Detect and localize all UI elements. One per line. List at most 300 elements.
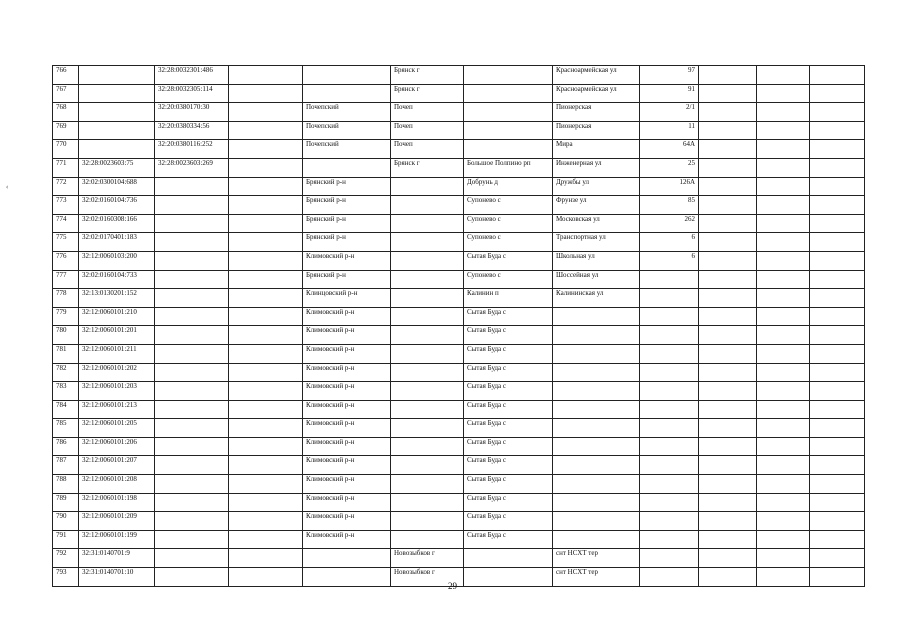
district-cell (303, 549, 391, 568)
street-cell: Шоссейная ул (553, 270, 640, 289)
column-10-cell (699, 307, 757, 326)
district-cell: Климовский р-н (303, 363, 391, 382)
row-number-cell: 778 (53, 289, 79, 308)
district-cell: Климовский р-н (303, 400, 391, 419)
column-11-cell (757, 84, 810, 103)
row-number-cell: 785 (53, 419, 79, 438)
cadastral-number-cell (79, 103, 155, 122)
house-number-cell: 85 (640, 196, 699, 215)
district-cell: Климовский р-н (303, 251, 391, 270)
city-cell (391, 233, 464, 252)
column-11-cell (757, 549, 810, 568)
column-12-cell (810, 363, 865, 382)
cadastral-number-2-cell: 32:28:0032301:486 (155, 66, 229, 85)
column-10-cell (699, 475, 757, 494)
locality-cell (464, 66, 553, 85)
house-number-cell: 64А (640, 140, 699, 159)
table-row (53, 103, 865, 122)
cadastral-number-cell: 32:02:0160104:733 (79, 270, 155, 289)
city-cell (391, 196, 464, 215)
district-cell: Брянский р-н (303, 196, 391, 215)
district-cell: Почепский (303, 103, 391, 122)
row-number-cell: 793 (53, 568, 79, 587)
street-cell (553, 456, 640, 475)
street-cell: снт НСХТ тер (553, 549, 640, 568)
row-number-cell: 784 (53, 400, 79, 419)
column-10-cell (699, 382, 757, 401)
cadastral-number-cell: 32:12:0060101:199 (79, 530, 155, 549)
column-4-cell (229, 196, 303, 215)
column-4-cell (229, 512, 303, 531)
cadastral-number-cell: 32:28:0023603:75 (79, 158, 155, 177)
column-12-cell (810, 121, 865, 140)
column-4-cell (229, 382, 303, 401)
cadastral-number-cell: 32:02:0170401:183 (79, 233, 155, 252)
table-row (53, 214, 865, 233)
column-4-cell (229, 270, 303, 289)
locality-cell: Супонево с (464, 233, 553, 252)
registry-body (53, 66, 865, 587)
district-cell: Брянский р-н (303, 214, 391, 233)
house-number-cell (640, 419, 699, 438)
cadastral-number-cell: 32:12:0060101:213 (79, 400, 155, 419)
table-row (53, 158, 865, 177)
locality-cell (464, 549, 553, 568)
street-cell: Мира (553, 140, 640, 159)
city-cell (391, 307, 464, 326)
column-12-cell (810, 158, 865, 177)
column-4-cell (229, 344, 303, 363)
column-11-cell (757, 493, 810, 512)
cadastral-number-cell: 32:02:0160308:166 (79, 214, 155, 233)
table-row (53, 475, 865, 494)
cadastral-number-2-cell (155, 419, 229, 438)
district-cell: Климовский р-н (303, 530, 391, 549)
cadastral-number-cell: 32:12:0060101:201 (79, 326, 155, 345)
column-10-cell (699, 493, 757, 512)
cadastral-number-2-cell (155, 177, 229, 196)
column-12-cell (810, 177, 865, 196)
street-cell: Школьная ул (553, 251, 640, 270)
street-cell: Фрунзе ул (553, 196, 640, 215)
row-number-cell: 771 (53, 158, 79, 177)
column-11-cell (757, 344, 810, 363)
table-row (53, 289, 865, 308)
street-cell: Московская ул (553, 214, 640, 233)
table-row (53, 456, 865, 475)
row-number-cell: 786 (53, 437, 79, 456)
district-cell: Климовский р-н (303, 493, 391, 512)
column-11-cell (757, 251, 810, 270)
margin-mark: ‹ (6, 183, 9, 191)
column-12-cell (810, 512, 865, 531)
row-number-cell: 781 (53, 344, 79, 363)
column-10-cell (699, 84, 757, 103)
row-number-cell: 775 (53, 233, 79, 252)
district-cell (303, 66, 391, 85)
column-11-cell (757, 140, 810, 159)
house-number-cell (640, 456, 699, 475)
cadastral-number-2-cell (155, 530, 229, 549)
cadastral-number-2-cell (155, 270, 229, 289)
column-10-cell (699, 344, 757, 363)
district-cell: Брянский р-н (303, 233, 391, 252)
district-cell: Климовский р-н (303, 344, 391, 363)
column-11-cell (757, 512, 810, 531)
house-number-cell: 2/1 (640, 103, 699, 122)
locality-cell (464, 84, 553, 103)
column-12-cell (810, 140, 865, 159)
cadastral-number-2-cell (155, 326, 229, 345)
cadastral-number-2-cell (155, 344, 229, 363)
cadastral-number-2-cell (155, 214, 229, 233)
cadastral-number-2-cell (155, 456, 229, 475)
cadastral-number-2-cell (155, 289, 229, 308)
column-11-cell (757, 475, 810, 494)
street-cell (553, 307, 640, 326)
column-12-cell (810, 549, 865, 568)
column-4-cell (229, 456, 303, 475)
table-row (53, 84, 865, 103)
city-cell (391, 437, 464, 456)
district-cell (303, 158, 391, 177)
table-row (53, 493, 865, 512)
table-row (53, 530, 865, 549)
column-11-cell (757, 363, 810, 382)
house-number-cell: 126А (640, 177, 699, 196)
column-12-cell (810, 344, 865, 363)
table-row (53, 177, 865, 196)
locality-cell: Сытая Буда с (464, 493, 553, 512)
column-4-cell (229, 363, 303, 382)
column-11-cell (757, 214, 810, 233)
cadastral-number-cell: 32:31:0140701:10 (79, 568, 155, 587)
row-number-cell: 783 (53, 382, 79, 401)
street-cell: Транспортная ул (553, 233, 640, 252)
locality-cell: Сытая Буда с (464, 400, 553, 419)
house-number-cell (640, 475, 699, 494)
row-number-cell: 767 (53, 84, 79, 103)
locality-cell (464, 140, 553, 159)
column-11-cell (757, 530, 810, 549)
table-row (53, 512, 865, 531)
city-cell: Почеп (391, 121, 464, 140)
column-12-cell (810, 456, 865, 475)
row-number-cell: 770 (53, 140, 79, 159)
column-11-cell (757, 233, 810, 252)
column-10-cell (699, 326, 757, 345)
city-cell: Новозыбков г (391, 549, 464, 568)
cadastral-number-cell: 32:31:0140701:9 (79, 549, 155, 568)
column-4-cell (229, 214, 303, 233)
column-12-cell (810, 530, 865, 549)
row-number-cell: 787 (53, 456, 79, 475)
house-number-cell (640, 289, 699, 308)
district-cell: Клинцовский р-н (303, 289, 391, 308)
cadastral-number-cell: 32:12:0060101:198 (79, 493, 155, 512)
locality-cell: Сытая Буда с (464, 437, 553, 456)
row-number-cell: 772 (53, 177, 79, 196)
column-4-cell (229, 326, 303, 345)
locality-cell: Сытая Буда с (464, 419, 553, 438)
table-row (53, 196, 865, 215)
cadastral-number-cell: 32:12:0060101:208 (79, 475, 155, 494)
district-cell: Климовский р-н (303, 419, 391, 438)
cadastral-number-2-cell: 32:20:0380116:252 (155, 140, 229, 159)
house-number-cell: 6 (640, 233, 699, 252)
cadastral-number-cell: 32:12:0060101:202 (79, 363, 155, 382)
cadastral-number-2-cell (155, 363, 229, 382)
column-4-cell (229, 289, 303, 308)
column-10-cell (699, 121, 757, 140)
house-number-cell: 262 (640, 214, 699, 233)
locality-cell: Сытая Буда с (464, 344, 553, 363)
city-cell: Почеп (391, 103, 464, 122)
column-10-cell (699, 103, 757, 122)
city-cell: Брянск г (391, 158, 464, 177)
street-cell (553, 475, 640, 494)
table-row (53, 121, 865, 140)
district-cell: Брянский р-н (303, 177, 391, 196)
column-4-cell (229, 493, 303, 512)
house-number-cell: 11 (640, 121, 699, 140)
city-cell: Почеп (391, 140, 464, 159)
street-cell: Пионерская (553, 103, 640, 122)
house-number-cell (640, 437, 699, 456)
cadastral-number-cell: 32:12:0060101:205 (79, 419, 155, 438)
column-10-cell (699, 140, 757, 159)
table-row (53, 326, 865, 345)
locality-cell: Сытая Буда с (464, 456, 553, 475)
house-number-cell (640, 270, 699, 289)
cadastral-number-cell: 32:02:0300104:688 (79, 177, 155, 196)
street-cell: Красноармейская ул (553, 66, 640, 85)
cadastral-number-cell: 32:12:0060101:206 (79, 437, 155, 456)
column-10-cell (699, 66, 757, 85)
street-cell (553, 512, 640, 531)
house-number-cell (640, 400, 699, 419)
registry-table (52, 65, 865, 587)
cadastral-number-cell: 32:12:0060101:209 (79, 512, 155, 531)
column-10-cell (699, 419, 757, 438)
city-cell (391, 475, 464, 494)
column-10-cell (699, 177, 757, 196)
table-row (53, 270, 865, 289)
locality-cell: Сытая Буда с (464, 307, 553, 326)
column-4-cell (229, 158, 303, 177)
cadastral-number-cell: 32:02:0160104:736 (79, 196, 155, 215)
row-number-cell: 777 (53, 270, 79, 289)
column-10-cell (699, 400, 757, 419)
house-number-cell: 91 (640, 84, 699, 103)
street-cell (553, 363, 640, 382)
house-number-cell (640, 549, 699, 568)
column-4-cell (229, 530, 303, 549)
city-cell (391, 270, 464, 289)
column-12-cell (810, 66, 865, 85)
street-cell: Красноармейская ул (553, 84, 640, 103)
column-12-cell (810, 214, 865, 233)
column-11-cell (757, 177, 810, 196)
district-cell: Почепский (303, 121, 391, 140)
cadastral-number-2-cell (155, 512, 229, 531)
column-12-cell (810, 419, 865, 438)
column-10-cell (699, 214, 757, 233)
street-cell: Инженерная ул (553, 158, 640, 177)
column-10-cell (699, 251, 757, 270)
cadastral-number-cell (79, 66, 155, 85)
cadastral-number-2-cell (155, 437, 229, 456)
street-cell (553, 344, 640, 363)
column-4-cell (229, 84, 303, 103)
column-12-cell (810, 475, 865, 494)
column-12-cell (810, 270, 865, 289)
cadastral-number-cell: 32:12:0060101:207 (79, 456, 155, 475)
house-number-cell: 25 (640, 158, 699, 177)
locality-cell: Сытая Буда с (464, 512, 553, 531)
house-number-cell (640, 363, 699, 382)
column-11-cell (757, 437, 810, 456)
house-number-cell (640, 307, 699, 326)
table-row (53, 66, 865, 85)
district-cell: Климовский р-н (303, 437, 391, 456)
column-10-cell (699, 456, 757, 475)
table-row (53, 251, 865, 270)
column-4-cell (229, 419, 303, 438)
house-number-cell (640, 382, 699, 401)
district-cell: Брянский р-н (303, 270, 391, 289)
street-cell (553, 400, 640, 419)
locality-cell: Супонево с (464, 196, 553, 215)
row-number-cell: 780 (53, 326, 79, 345)
column-12-cell (810, 493, 865, 512)
row-number-cell: 782 (53, 363, 79, 382)
cadastral-number-2-cell (155, 382, 229, 401)
cadastral-number-cell: 32:12:0060101:211 (79, 344, 155, 363)
city-cell (391, 493, 464, 512)
column-12-cell (810, 196, 865, 215)
column-10-cell (699, 233, 757, 252)
column-11-cell (757, 289, 810, 308)
locality-cell: Супонево с (464, 214, 553, 233)
street-cell (553, 493, 640, 512)
street-cell: Дружбы ул (553, 177, 640, 196)
table-row (53, 437, 865, 456)
house-number-cell (640, 493, 699, 512)
column-12-cell (810, 233, 865, 252)
city-cell (391, 382, 464, 401)
column-4-cell (229, 121, 303, 140)
row-number-cell: 776 (53, 251, 79, 270)
city-cell (391, 512, 464, 531)
column-10-cell (699, 158, 757, 177)
column-12-cell (810, 400, 865, 419)
column-12-cell (810, 437, 865, 456)
locality-cell: Калинин п (464, 289, 553, 308)
row-number-cell: 773 (53, 196, 79, 215)
row-number-cell: 779 (53, 307, 79, 326)
table-row (53, 400, 865, 419)
city-cell: Брянск г (391, 84, 464, 103)
locality-cell: Сытая Буда с (464, 382, 553, 401)
table-row (53, 233, 865, 252)
row-number-cell: 792 (53, 549, 79, 568)
district-cell: Климовский р-н (303, 456, 391, 475)
row-number-cell: 788 (53, 475, 79, 494)
city-cell (391, 289, 464, 308)
cadastral-number-2-cell (155, 549, 229, 568)
cadastral-number-2-cell (155, 475, 229, 494)
district-cell: Климовский р-н (303, 307, 391, 326)
column-10-cell (699, 270, 757, 289)
cadastral-number-2-cell (155, 233, 229, 252)
locality-cell: Добрунь д (464, 177, 553, 196)
column-4-cell (229, 103, 303, 122)
column-11-cell (757, 196, 810, 215)
row-number-cell: 790 (53, 512, 79, 531)
cadastral-number-2-cell: 32:20:0380170:30 (155, 103, 229, 122)
row-number-cell: 789 (53, 493, 79, 512)
city-cell (391, 214, 464, 233)
city-cell (391, 456, 464, 475)
locality-cell: Сытая Буда с (464, 251, 553, 270)
column-4-cell (229, 66, 303, 85)
house-number-cell: 97 (640, 66, 699, 85)
column-4-cell (229, 475, 303, 494)
cadastral-number-2-cell (155, 400, 229, 419)
house-number-cell (640, 326, 699, 345)
table-row (53, 363, 865, 382)
column-4-cell (229, 307, 303, 326)
column-11-cell (757, 158, 810, 177)
column-11-cell (757, 66, 810, 85)
column-11-cell (757, 382, 810, 401)
street-cell (553, 382, 640, 401)
district-cell (303, 84, 391, 103)
row-number-cell: 769 (53, 121, 79, 140)
cadastral-number-2-cell: 32:20:0380334:56 (155, 121, 229, 140)
cadastral-number-2-cell (155, 493, 229, 512)
street-cell (553, 326, 640, 345)
table-row (53, 140, 865, 159)
locality-cell: Сытая Буда с (464, 326, 553, 345)
column-12-cell (810, 84, 865, 103)
column-4-cell (229, 400, 303, 419)
cadastral-number-2-cell: 32:28:0032305:114 (155, 84, 229, 103)
cadastral-number-cell: 32:12:0060101:210 (79, 307, 155, 326)
column-10-cell (699, 512, 757, 531)
table-row (53, 549, 865, 568)
street-cell (553, 437, 640, 456)
city-cell (391, 419, 464, 438)
cadastral-number-2-cell: 32:28:0023603:269 (155, 158, 229, 177)
district-cell: Климовский р-н (303, 475, 391, 494)
column-4-cell (229, 549, 303, 568)
city-cell: Новозыбков г (391, 568, 464, 587)
page-number: 29 (448, 581, 457, 591)
street-cell: снт НСХТ тер (553, 568, 640, 587)
house-number-cell (640, 512, 699, 531)
cadastral-number-cell: 32:12:0060103:200 (79, 251, 155, 270)
column-11-cell (757, 400, 810, 419)
cadastral-number-cell: 32:12:0060101:203 (79, 382, 155, 401)
city-cell (391, 344, 464, 363)
column-10-cell (699, 289, 757, 308)
street-cell: Калининская ул (553, 289, 640, 308)
district-cell: Климовский р-н (303, 326, 391, 345)
cadastral-number-2-cell (155, 196, 229, 215)
column-10-cell (699, 363, 757, 382)
